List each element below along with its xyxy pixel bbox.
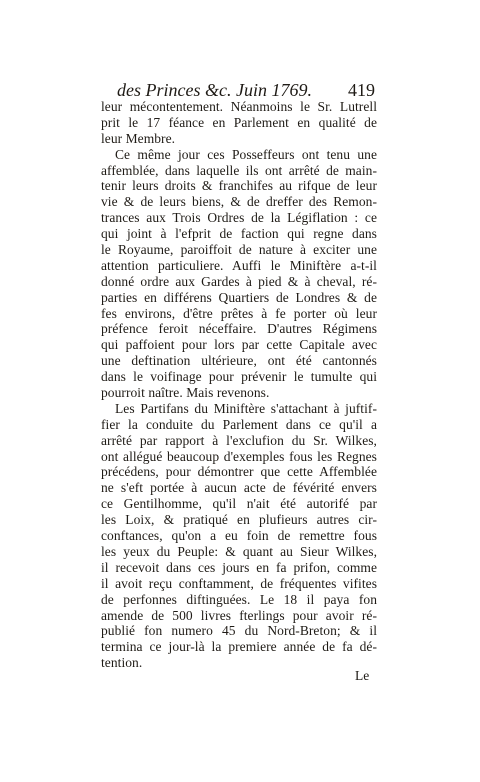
text-line: arrêté par rapport à l'exclufion du Sr. Wilkes, bbox=[101, 432, 377, 448]
text-line: trances aux Trois Ordres de la Légiflation : ce bbox=[101, 210, 377, 226]
text-line: dans le voifinage pour prévenir le tumulte qui bbox=[101, 369, 377, 385]
text-line: ne s'eft portée à aucun acte de févérité envers bbox=[101, 480, 377, 496]
catchword: Le bbox=[355, 668, 370, 683]
text-line: les yeux du Peuple: & quant au Sieur Wilkes, bbox=[101, 543, 377, 559]
text-line: fier la conduite du Parlement dans ce qu'il a bbox=[101, 416, 377, 432]
text-line: parties en différens Quartiers de Londres & de bbox=[101, 289, 377, 305]
text-line: de perfonnes diftinguées. Le 18 il paya fon bbox=[101, 591, 377, 607]
text-line: publié fon numero 45 du Nord-Breton; & il bbox=[101, 623, 377, 639]
running-header bbox=[117, 80, 375, 100]
text-line: tenir leurs droits & franchifes au rifque de leur bbox=[101, 178, 377, 194]
body-text bbox=[101, 99, 377, 671]
text-line: termina ce jour-là la premiere année de fa dé- bbox=[101, 639, 377, 655]
text-line: leur Membre. bbox=[101, 130, 176, 146]
text-line: attention particuliere. Auffi le Miniftère a-t-il bbox=[101, 257, 377, 273]
paragraph bbox=[101, 401, 377, 671]
text-line: qui paffoient pour lors par cette Capitale avec bbox=[101, 337, 377, 353]
text-line: vie & de leurs biens, & de dreffer des Remon- bbox=[101, 194, 377, 210]
text-line: leur mécontentement. Néanmoins le Sr. Lutrell bbox=[101, 99, 377, 114]
text-line: une deftination ultérieure, ont été cantonnés bbox=[101, 353, 377, 369]
text-line: il avoit reçu conftamment, de fréquentes vifites bbox=[101, 575, 377, 591]
text-line: il recevoit dans ces jours en fa prifon, comme bbox=[101, 559, 377, 575]
text-line: Les Partifans du Miniftère s'attachant à juftif- bbox=[115, 400, 377, 416]
text-line: affemblée, dans laquelle ils ont arrêté de main- bbox=[101, 162, 377, 178]
text-line: pourroit naître. Mais revenons. bbox=[101, 385, 270, 401]
text-line: tention. bbox=[101, 655, 143, 671]
text-line: amende de 500 livres fterlings pour avoir ré- bbox=[101, 607, 377, 623]
text-line: le Royaume, paroiffoit de nature à exciter une bbox=[101, 242, 377, 258]
text-line: les Loix, & pratiqué en plufieurs autres cir- bbox=[101, 512, 377, 528]
page-number: 419 bbox=[348, 80, 375, 100]
text-line: préfence feroit néceffaire. D'autres Régimens bbox=[101, 321, 377, 337]
running-title: des Princes &c. Juin 1769. bbox=[117, 80, 312, 100]
text-line: qui joint à l'efprit de faction qui regne dans bbox=[101, 226, 377, 242]
text-line: ce Gentilhomme, qu'il n'ait été autorifé par bbox=[101, 496, 377, 512]
text-line: prit le 17 féance en Parlement en qualité de bbox=[101, 114, 377, 130]
text-line: Ce même jour ces Posseffeurs ont tenu une bbox=[115, 146, 377, 162]
text-line: ont allégué beaucoup d'exemples fous les Regnes bbox=[101, 448, 377, 464]
paragraph bbox=[101, 99, 377, 147]
text-line: donné ordre aux Gardes à pied & à cheval, ré- bbox=[101, 273, 377, 289]
text-line: fes environs, d'être prêtes à fe porter où leur bbox=[101, 305, 377, 321]
text-line: conftances, qu'on a eu foin de remettre fous bbox=[101, 528, 377, 544]
paragraph bbox=[101, 147, 377, 401]
text-line: précédens, pour démontrer que cette Affemblée bbox=[101, 464, 377, 480]
